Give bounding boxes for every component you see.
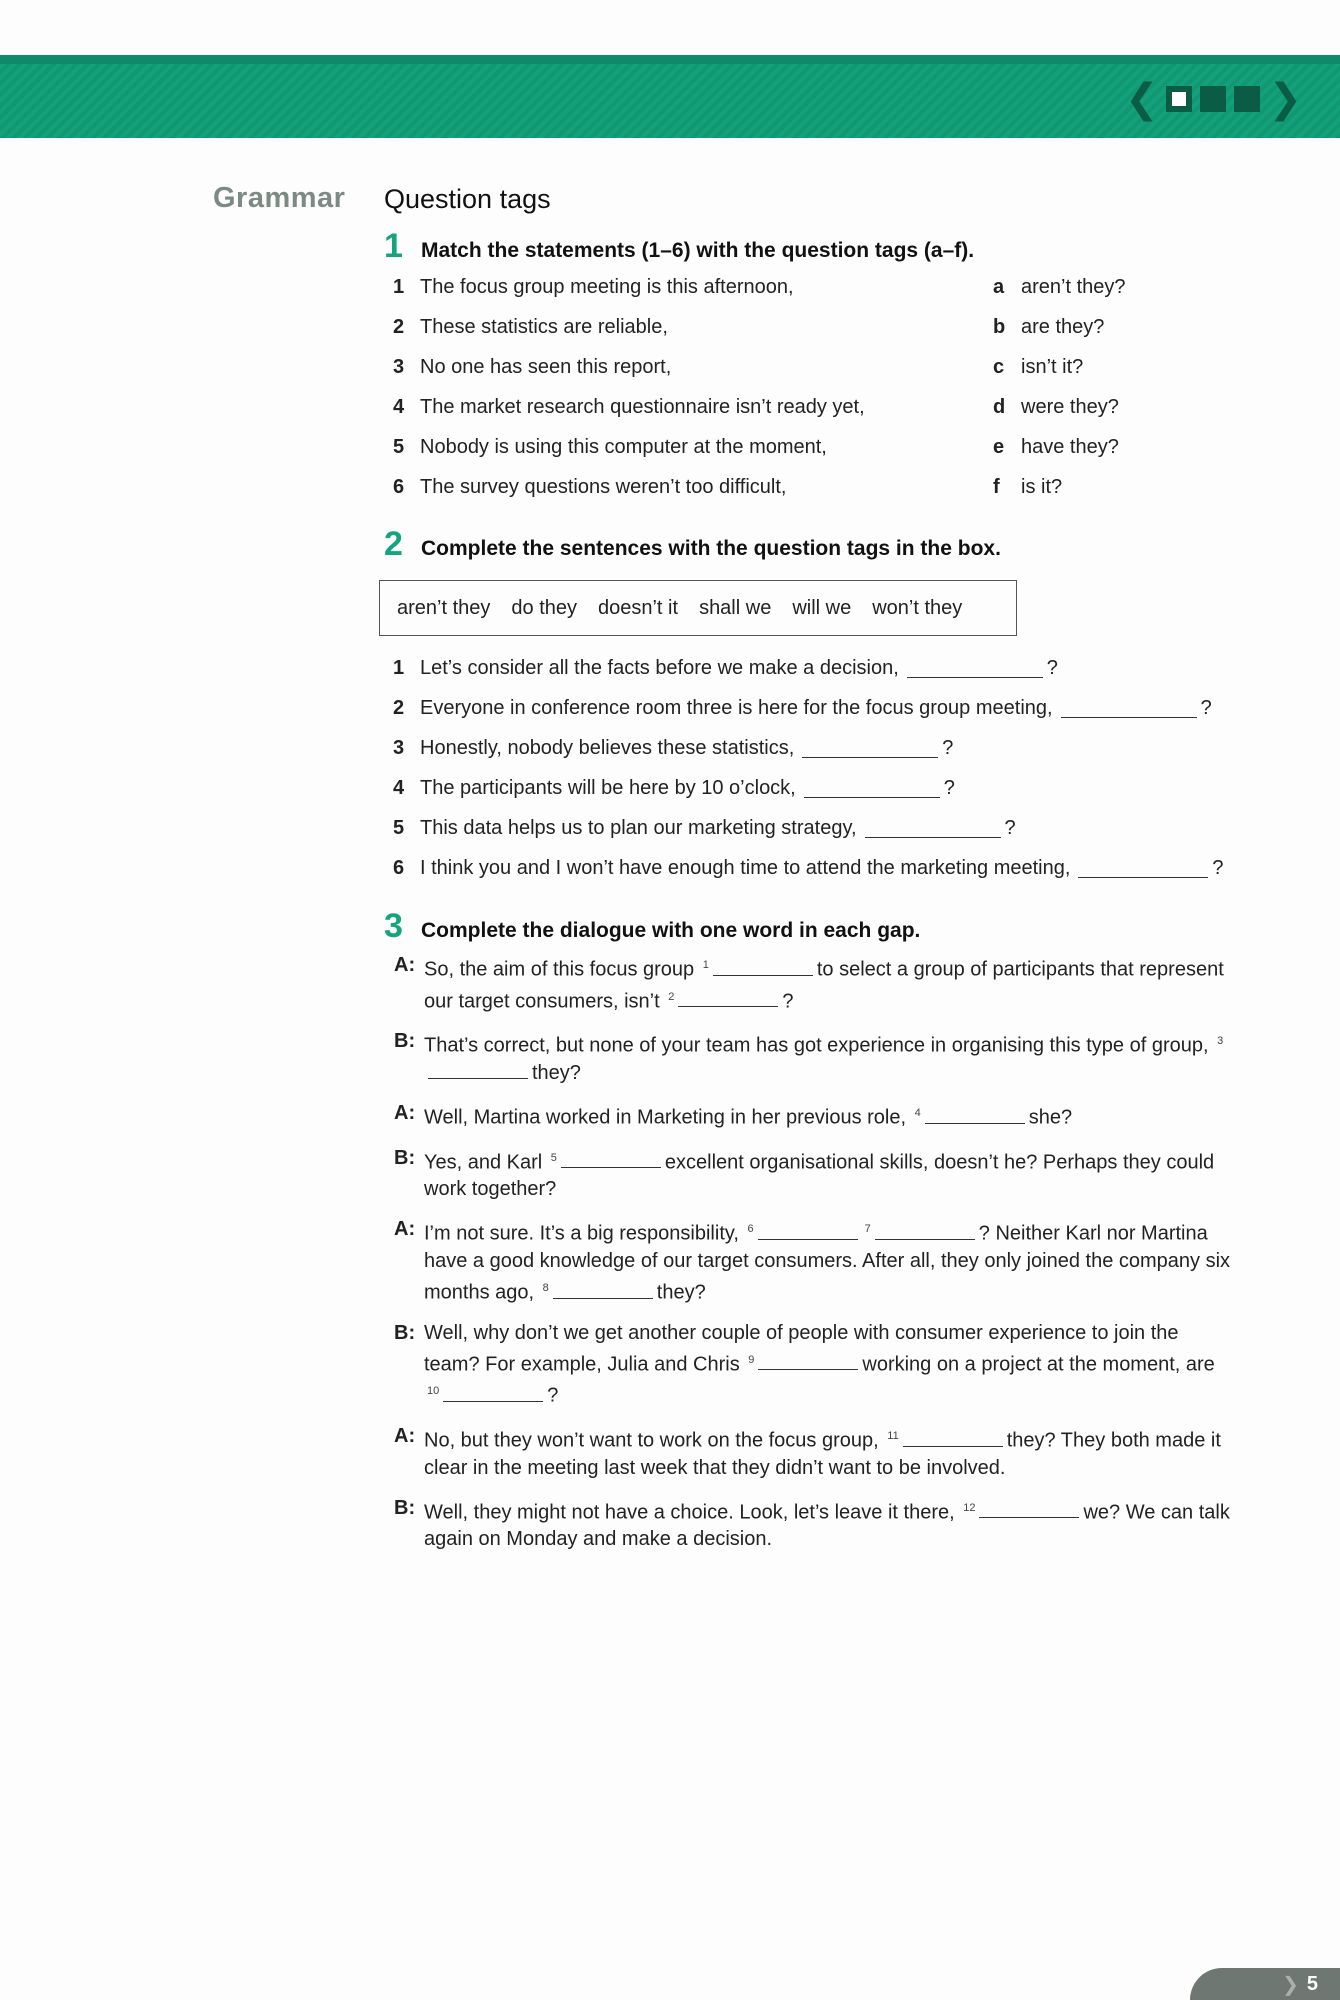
chevron-right-icon[interactable]: ❯ [1268, 76, 1302, 122]
item-number: 5 [393, 816, 405, 839]
dialogue-fragment: they? [656, 1281, 706, 1304]
list-item [393, 848, 1224, 888]
question-tag: are they? [1021, 315, 1105, 338]
sentence-end: ? [942, 736, 954, 759]
list-item [393, 728, 1224, 768]
answer-gap[interactable] [925, 1105, 1025, 1124]
list-item [393, 768, 1224, 808]
list-item [393, 688, 1224, 728]
dialogue-turn [394, 1216, 1234, 1306]
nav-indicator[interactable] [1234, 86, 1260, 112]
dialogue-text [424, 1423, 1234, 1482]
answer-gap[interactable] [758, 1351, 858, 1370]
dialogue-fragment: So, the aim of this focus group [424, 958, 695, 981]
dialogue-fragment: No, but they won’t want to work on the focus group, [424, 1429, 879, 1452]
answer-gap[interactable] [758, 1221, 858, 1240]
gap-number: 9 [748, 1353, 755, 1366]
answer-gap[interactable] [1061, 699, 1197, 718]
answer-gap[interactable] [865, 819, 1001, 838]
list-item [393, 427, 865, 467]
answer-gap[interactable] [713, 957, 813, 976]
gap-number: 1 [702, 959, 709, 971]
item-letter: b [993, 315, 1006, 338]
answer-gap[interactable] [678, 988, 778, 1007]
item-number: 4 [393, 776, 405, 799]
dialogue-turn [394, 952, 1234, 1015]
dialogue-fragment: ? [547, 1384, 559, 1407]
list-item [993, 267, 1126, 307]
item-number: 4 [393, 395, 405, 418]
gap-number: 4 [914, 1106, 921, 1119]
dialogue-fragment: we? We can talk again on Monday and make a decision. [424, 1501, 1230, 1551]
section-label: Grammar [213, 182, 346, 214]
exercise-3-heading [384, 909, 920, 943]
question-tag: have they? [1021, 435, 1119, 458]
answer-gap[interactable] [875, 1221, 975, 1240]
item-letter: d [993, 395, 1006, 418]
dialogue-text [424, 1320, 1234, 1410]
list-item [993, 427, 1126, 467]
word-box-item: shall we [699, 596, 772, 619]
list-item [393, 808, 1224, 848]
dialogue-fragment: excellent organisational skills, doesn’t he? Perhaps they could work together? [424, 1151, 1215, 1201]
dialogue-text [424, 1028, 1234, 1087]
dialogue-turn [394, 1028, 1234, 1087]
word-box-item: will we [792, 596, 852, 619]
gap-number: 3 [1217, 1035, 1224, 1048]
page-number: 5 [1306, 1972, 1318, 1995]
statement-text: These statistics are reliable, [420, 315, 668, 338]
gap-number: 5 [550, 1151, 557, 1164]
exercise-instruction: Complete the sentences with the question tags in the box. [421, 537, 1001, 560]
dialogue-turn [394, 1320, 1234, 1410]
question-tag: were they? [1021, 395, 1119, 418]
sentence-text: I think you and I won’t have enough time to attend the marketing meeting, [420, 856, 1071, 879]
statement-text: No one has seen this report, [420, 355, 672, 378]
page-title: Question tags [384, 184, 551, 214]
dialogue-text [424, 1216, 1234, 1306]
list-item [393, 467, 865, 507]
gap-number: 6 [747, 1223, 754, 1236]
item-letter: c [993, 355, 1005, 378]
statement-text: Nobody is using this computer at the moment, [420, 435, 827, 458]
nav-indicator[interactable] [1200, 86, 1226, 112]
dialogue-fragment: That’s correct, but none of your team has got experience in organising this type of group, [424, 1034, 1209, 1057]
question-tag-list [993, 267, 1126, 507]
speaker-label: B: [394, 1321, 416, 1344]
dialogue-fragment: they? They both made it clear in the meeting last week that they didn’t want to be involved. [424, 1429, 1221, 1479]
item-number: 6 [393, 475, 405, 498]
answer-gap[interactable] [553, 1280, 653, 1299]
gap-number: 2 [668, 990, 675, 1003]
dialogue-fragment: working on a project at the moment, are [862, 1353, 1215, 1376]
dialogue-fragment: ? [782, 990, 794, 1013]
word-box-item: aren’t they [397, 596, 491, 619]
dialogue-turn [394, 1423, 1234, 1482]
word-box-item: doesn’t it [598, 596, 679, 619]
speaker-label: B: [394, 1146, 416, 1169]
speaker-label: B: [394, 1030, 416, 1053]
header-banner [0, 55, 1340, 138]
item-letter: e [993, 435, 1005, 458]
item-number: 1 [393, 275, 405, 298]
word-box-item: do they [511, 596, 577, 619]
sentence-text: Everyone in conference room three is here for the focus group meeting, [420, 696, 1053, 719]
sentence-end: ? [1004, 816, 1016, 839]
exercise-number: 3 [384, 907, 403, 945]
item-number: 2 [393, 696, 405, 719]
item-number: 3 [393, 736, 405, 759]
item-number: 5 [393, 435, 405, 458]
dialogue-fragment: she? [1028, 1106, 1073, 1129]
dialogue-fragment: Well, why don’t we get another couple of people with consumer experience to join the team? For example, Julia and Chris [424, 1321, 1179, 1376]
exercise-2-heading [384, 527, 1001, 561]
dialogue-turn [394, 1100, 1234, 1132]
gap-number: 12 [963, 1501, 976, 1514]
speaker-label: A: [394, 1218, 416, 1241]
list-item [993, 347, 1126, 387]
word-box-item: won’t they [872, 596, 963, 619]
dialogue [394, 952, 1234, 1566]
dialogue-fragment: to select a group of participants that represent our target consumers, isn’t [424, 958, 1224, 1013]
exercise-1-heading [384, 229, 974, 263]
gap-number: 7 [864, 1223, 871, 1236]
answer-gap[interactable] [903, 1428, 1003, 1447]
chevron-left-icon[interactable]: ❮ [1124, 76, 1159, 122]
question-tag: is it? [1021, 475, 1063, 498]
sentence-text: Let’s consider all the facts before we make a decision, [420, 656, 899, 679]
dialogue-fragment: Yes, and Karl [424, 1151, 543, 1174]
item-number: 1 [393, 656, 405, 679]
gap-number: 10 [427, 1385, 440, 1398]
item-number: 3 [393, 355, 405, 378]
speaker-label: A: [394, 954, 416, 976]
gap-number: 11 [887, 1429, 899, 1442]
dialogue-text [424, 1100, 1234, 1132]
question-tag: isn’t it? [1021, 355, 1084, 378]
statement-text: The focus group meeting is this afternoon, [420, 275, 794, 298]
dialogue-text [424, 1495, 1234, 1554]
list-item [993, 387, 1126, 427]
answer-gap[interactable] [561, 1149, 661, 1168]
sentence-end: ? [943, 776, 955, 799]
list-item [393, 347, 865, 387]
nav-indicator-active[interactable] [1166, 86, 1192, 112]
list-item [393, 387, 865, 427]
item-letter: a [993, 275, 1005, 298]
item-number: 2 [393, 315, 405, 338]
dialogue-text [424, 952, 1234, 1015]
list-item [993, 467, 1126, 507]
answer-gap[interactable] [802, 739, 938, 758]
dialogue-fragment: ? Neither Karl nor Martina have a good knowledge of our target consumers. After all, they only joined the company six months ago, [424, 1222, 1231, 1304]
item-letter: f [993, 475, 1000, 498]
statement-text: The market research questionnaire isn’t ready yet, [420, 395, 865, 418]
sentence-text: Honestly, nobody believes these statistics, [420, 736, 795, 759]
sentence-list [393, 648, 1224, 888]
dialogue-turn [394, 1145, 1234, 1204]
dialogue-fragment: they? [532, 1061, 581, 1084]
answer-gap[interactable] [804, 779, 940, 798]
chevron-right-icon: ❯ [1282, 1972, 1299, 1996]
sentence-end: ? [1212, 856, 1224, 879]
dialogue-turn [394, 1495, 1234, 1554]
page-navigation [1124, 76, 1302, 122]
dialogue-fragment: I’m not sure. It’s a big responsibility, [424, 1222, 739, 1245]
list-item [993, 307, 1126, 347]
exercise-instruction: Match the statements (1–6) with the question tags (a–f). [421, 239, 975, 262]
item-number: 6 [393, 856, 405, 879]
dialogue-fragment: Well, Martina worked in Marketing in her previous role, [424, 1106, 907, 1129]
word-box [379, 580, 1017, 636]
gap-number: 8 [542, 1281, 549, 1294]
answer-gap[interactable] [907, 659, 1043, 678]
answer-gap[interactable] [979, 1499, 1079, 1518]
speaker-label: A: [394, 1424, 416, 1447]
list-item [393, 648, 1224, 688]
answer-gap[interactable] [428, 1060, 528, 1079]
dialogue-fragment: Well, they might not have a choice. Look, let’s leave it there, [424, 1501, 955, 1524]
sentence-end: ? [1046, 656, 1058, 679]
statement-list [393, 267, 865, 507]
sentence-end: ? [1200, 696, 1212, 719]
exercise-instruction: Complete the dialogue with one word in each gap. [421, 919, 921, 942]
answer-gap[interactable] [443, 1383, 543, 1402]
list-item [393, 307, 865, 347]
speaker-label: A: [394, 1101, 416, 1124]
question-tag: aren’t they? [1021, 275, 1126, 298]
dialogue-text [424, 1145, 1234, 1204]
speaker-label: B: [394, 1496, 416, 1519]
statement-text: The survey questions weren’t too difficult, [420, 475, 787, 498]
exercise-number: 1 [384, 227, 403, 265]
answer-gap[interactable] [1078, 859, 1208, 878]
exercise-number: 2 [384, 525, 403, 563]
sentence-text: The participants will be here by 10 o’clock, [420, 776, 796, 799]
page-number-tab [1190, 1968, 1340, 2000]
list-item [393, 267, 865, 307]
sentence-text: This data helps us to plan our marketing strategy, [420, 816, 857, 839]
